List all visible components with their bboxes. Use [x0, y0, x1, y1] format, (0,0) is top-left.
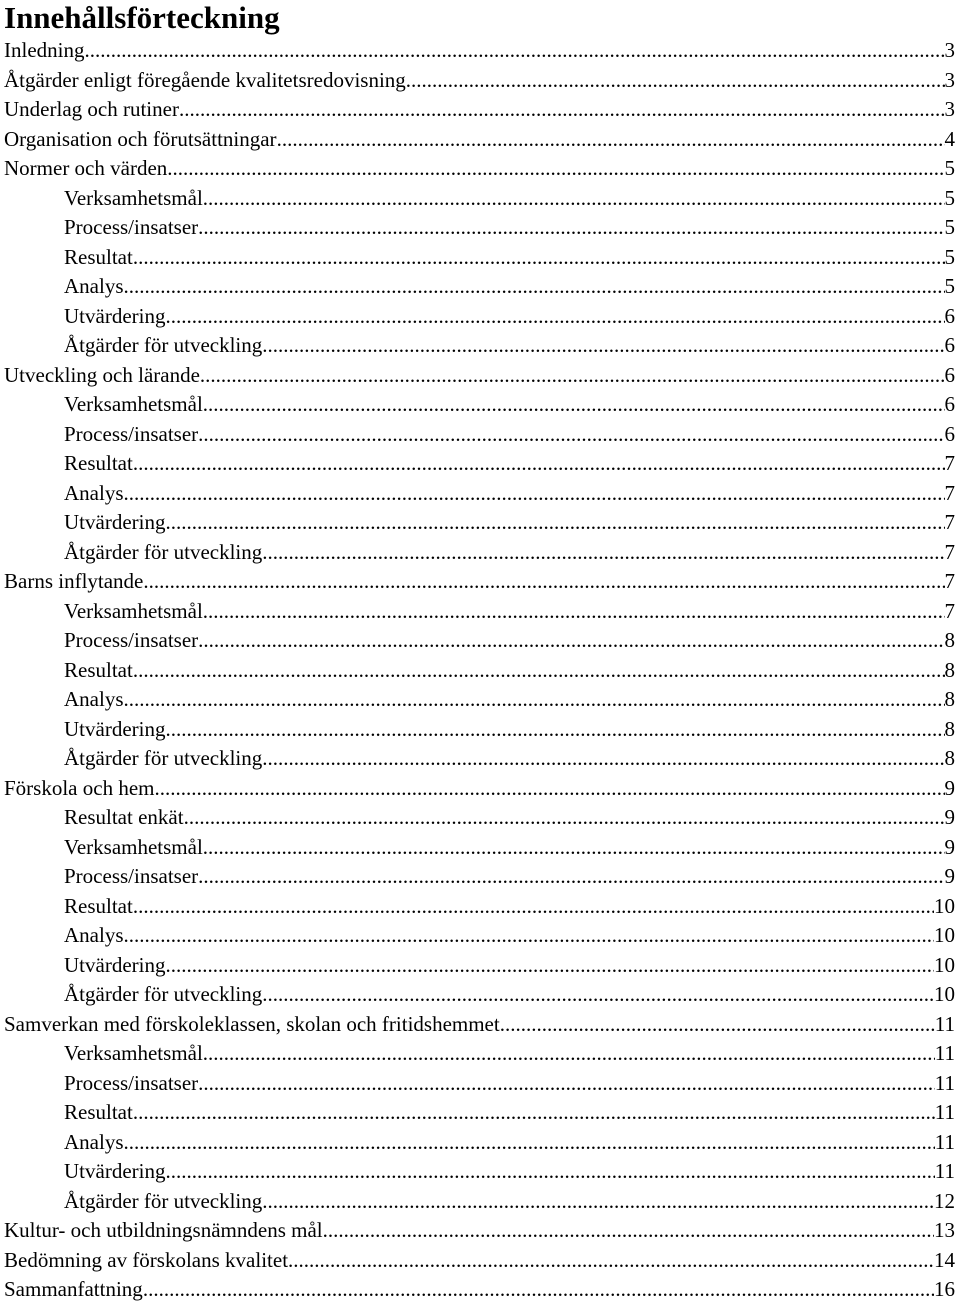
toc-entry-label: Åtgärder för utveckling	[64, 333, 263, 357]
toc-entry-page-number: 6	[944, 333, 955, 357]
toc-entry-page-number: 16	[934, 1277, 955, 1301]
toc-entry-label: Verksamhetsmål	[64, 834, 203, 859]
toc-dot-leader	[143, 1275, 934, 1305]
toc-entry-label: Åtgärder för utveckling	[64, 539, 263, 564]
toc-dot-leader	[203, 597, 945, 627]
toc-entry[interactable]	[4, 1039, 955, 1069]
toc-entry-label: Verksamhetsmål	[64, 185, 203, 210]
toc-entry-label: Resultat	[64, 893, 133, 918]
toc-entry-label: Analys	[64, 274, 124, 298]
toc-entry-label: Process/insatser	[64, 421, 199, 446]
toc-entry-page-number: 5	[944, 244, 955, 269]
toc-entry-page-number: 11	[934, 1129, 955, 1154]
toc-entry[interactable]	[4, 1275, 955, 1305]
toc-dot-leader	[203, 833, 945, 863]
toc-entry[interactable]	[4, 685, 955, 715]
toc-entry[interactable]	[4, 892, 955, 922]
toc-entry-label: Resultat enkät	[64, 805, 184, 829]
toc-entry[interactable]	[4, 951, 955, 981]
toc-entry-page-number: 11	[934, 1159, 955, 1183]
toc-entry-page-number: 9	[944, 834, 955, 859]
toc-entry-label: Underlag och rutiner	[4, 97, 179, 121]
toc-entry[interactable]	[4, 597, 955, 627]
toc-dot-leader	[406, 66, 945, 96]
toc-dot-leader	[262, 744, 944, 774]
toc-entry-label: Process/insatser	[64, 628, 199, 652]
toc-entry-page-number: 7	[944, 539, 955, 564]
toc-entry[interactable]	[4, 1128, 955, 1158]
toc-dot-leader	[165, 302, 944, 332]
toc-entry-label: Verksamhetsmål	[64, 598, 203, 623]
toc-dot-leader	[198, 862, 944, 892]
toc-entry[interactable]	[4, 390, 955, 420]
toc-entry-page-number: 9	[944, 864, 955, 888]
toc-entry-label: Organisation och förutsättningar	[4, 126, 277, 151]
toc-dot-leader	[165, 508, 944, 538]
toc-entry[interactable]	[4, 508, 955, 538]
toc-dot-leader	[262, 331, 944, 361]
toc-dot-leader	[198, 213, 944, 243]
toc-entry-page-number: 7	[944, 480, 955, 505]
toc-entry-label: Verksamhetsmål	[64, 392, 203, 416]
toc-entry-label: Process/insatser	[64, 864, 199, 888]
toc-dot-leader	[200, 361, 945, 391]
toc-entry[interactable]	[4, 980, 955, 1010]
toc-entry-page-number: 3	[944, 97, 955, 121]
toc-entry-page-number: 4	[944, 126, 955, 151]
toc-entry[interactable]	[4, 479, 955, 509]
toc-entry-label: Utvärdering	[64, 1159, 166, 1183]
toc-dot-leader	[133, 656, 945, 686]
toc-dot-leader	[84, 36, 944, 66]
toc-entry-page-number: 6	[944, 303, 955, 328]
toc-dot-leader	[133, 243, 945, 273]
toc-entry-page-number: 10	[934, 893, 955, 918]
toc-dot-leader	[165, 951, 934, 981]
toc-entry[interactable]	[4, 921, 955, 951]
toc-entry-label: Normer och värden	[4, 156, 168, 180]
toc-dot-leader	[262, 980, 934, 1010]
toc-entry-page-number: 13	[934, 1218, 955, 1242]
toc-entry[interactable]	[4, 213, 955, 243]
toc-entry[interactable]	[4, 36, 955, 66]
toc-entry[interactable]	[4, 1157, 955, 1187]
toc-dot-leader	[262, 1187, 934, 1217]
toc-entry-page-number: 10	[934, 923, 955, 947]
toc-dot-leader	[203, 1039, 935, 1069]
toc-entry-label: Åtgärder för utveckling	[64, 982, 263, 1006]
toc-entry-label: Samverkan med förskoleklassen, skolan och fritidshemmet	[4, 1011, 500, 1036]
toc-entry-label: Process/insatser	[64, 215, 199, 239]
toc-dot-leader	[203, 184, 945, 214]
toc-dot-leader	[179, 95, 945, 125]
toc-dot-leader	[124, 685, 945, 715]
toc-entry-page-number: 9	[944, 805, 955, 829]
toc-entry[interactable]	[4, 125, 955, 155]
toc-dot-leader	[133, 1098, 935, 1128]
toc-entry-page-number: 8	[944, 628, 955, 652]
toc-entry-label: Barns inflytande	[4, 569, 144, 593]
toc-entry-label: Analys	[64, 687, 124, 711]
toc-entry-page-number: 10	[934, 952, 955, 977]
toc-entry-page-number: 6	[944, 392, 955, 416]
table-of-contents	[4, 36, 955, 1305]
toc-entry[interactable]	[4, 1098, 955, 1128]
toc-entry-label: Utvärdering	[64, 716, 166, 741]
toc-entry-page-number: 8	[944, 657, 955, 682]
toc-dot-leader	[154, 774, 944, 804]
toc-entry-page-number: 3	[944, 38, 955, 62]
toc-entry-page-number: 5	[944, 274, 955, 298]
toc-entry-label: Sammanfattning	[4, 1277, 143, 1301]
toc-dot-leader	[277, 125, 945, 155]
toc-entry-label: Resultat	[64, 244, 133, 269]
toc-entry[interactable]	[4, 449, 955, 479]
toc-entry[interactable]	[4, 331, 955, 361]
toc-entry[interactable]	[4, 803, 955, 833]
toc-dot-leader	[323, 1216, 934, 1246]
toc-entry-label: Process/insatser	[64, 1070, 199, 1095]
toc-entry-page-number: 5	[944, 215, 955, 239]
toc-dot-leader	[288, 1246, 934, 1276]
toc-entry-page-number: 10	[934, 982, 955, 1006]
toc-entry-label: Kultur- och utbildningsnämndens mål	[4, 1218, 323, 1242]
toc-entry[interactable]	[4, 184, 955, 214]
toc-entry-page-number: 11	[934, 1100, 955, 1124]
toc-entry[interactable]	[4, 567, 955, 597]
toc-entry[interactable]	[4, 1010, 955, 1040]
toc-entry-label: Analys	[64, 480, 124, 505]
toc-entry-page-number: 7	[944, 598, 955, 623]
toc-dot-leader	[198, 626, 944, 656]
toc-entry-page-number: 14	[934, 1247, 955, 1272]
toc-entry-label: Förskola och hem	[4, 775, 155, 800]
toc-entry-label: Utvärdering	[64, 303, 166, 328]
toc-entry-page-number: 8	[944, 746, 955, 770]
toc-dot-leader	[133, 449, 945, 479]
toc-entry[interactable]	[4, 154, 955, 184]
toc-entry-label: Utveckling och lärande	[4, 362, 200, 387]
toc-dot-leader	[198, 420, 944, 450]
toc-entry[interactable]	[4, 1246, 955, 1276]
toc-entry[interactable]	[4, 361, 955, 391]
toc-entry[interactable]	[4, 774, 955, 804]
toc-dot-leader	[143, 567, 944, 597]
toc-entry-page-number: 11	[934, 1041, 955, 1065]
toc-entry-label: Utvärdering	[64, 952, 166, 977]
page-title: Innehållsförteckning	[4, 0, 280, 35]
toc-entry[interactable]	[4, 1069, 955, 1099]
toc-dot-leader	[500, 1010, 935, 1040]
toc-entry-label: Åtgärder enligt föregående kvalitetsredovisning	[4, 67, 406, 92]
toc-entry[interactable]	[4, 1216, 955, 1246]
toc-entry-page-number: 6	[944, 421, 955, 446]
toc-entry-page-number: 3	[944, 67, 955, 92]
toc-entry-page-number: 8	[944, 716, 955, 741]
toc-entry-page-number: 5	[944, 185, 955, 210]
toc-entry[interactable]	[4, 1187, 955, 1217]
toc-entry-page-number: 12	[934, 1188, 955, 1213]
toc-entry-label: Resultat	[64, 657, 133, 682]
toc-entry[interactable]	[4, 862, 955, 892]
toc-entry[interactable]	[4, 302, 955, 332]
toc-dot-leader	[167, 154, 944, 184]
toc-entry[interactable]	[4, 833, 955, 863]
toc-entry-label: Utvärdering	[64, 510, 166, 534]
toc-entry-label: Bedömning av förskolans kvalitet	[4, 1247, 289, 1272]
toc-dot-leader	[203, 390, 945, 420]
toc-entry[interactable]	[4, 95, 955, 125]
toc-entry[interactable]	[4, 272, 955, 302]
toc-entry[interactable]	[4, 243, 955, 273]
toc-entry-label: Resultat	[64, 1100, 133, 1124]
toc-entry-label: Inledning	[4, 38, 85, 62]
toc-dot-leader	[124, 921, 935, 951]
toc-entry-label: Analys	[64, 923, 124, 947]
toc-entry[interactable]	[4, 66, 955, 96]
toc-dot-leader	[165, 1157, 934, 1187]
toc-entry[interactable]	[4, 744, 955, 774]
toc-entry[interactable]	[4, 420, 955, 450]
toc-entry-label: Åtgärder för utveckling	[64, 1188, 263, 1213]
toc-entry-page-number: 7	[944, 569, 955, 593]
toc-entry-label: Resultat	[64, 451, 133, 475]
toc-entry-page-number: 8	[944, 687, 955, 711]
toc-entry-page-number: 9	[944, 775, 955, 800]
toc-entry[interactable]	[4, 626, 955, 656]
toc-entry-label: Verksamhetsmål	[64, 1041, 203, 1065]
toc-entry-label: Åtgärder för utveckling	[64, 746, 263, 770]
toc-dot-leader	[184, 803, 945, 833]
toc-dot-leader	[133, 892, 934, 922]
toc-entry-page-number: 5	[944, 156, 955, 180]
toc-entry-page-number: 11	[934, 1011, 955, 1036]
toc-dot-leader	[124, 1128, 935, 1158]
toc-entry-page-number: 7	[944, 451, 955, 475]
toc-entry-page-number: 11	[934, 1070, 955, 1095]
toc-entry-page-number: 6	[944, 362, 955, 387]
toc-dot-leader	[198, 1069, 935, 1099]
toc-dot-leader	[124, 272, 945, 302]
toc-dot-leader	[124, 479, 945, 509]
toc-dot-leader	[262, 538, 944, 568]
toc-entry[interactable]	[4, 656, 955, 686]
toc-entry-label: Analys	[64, 1129, 124, 1154]
toc-entry[interactable]	[4, 715, 955, 745]
toc-dot-leader	[165, 715, 944, 745]
toc-entry-page-number: 7	[944, 510, 955, 534]
toc-entry[interactable]	[4, 538, 955, 568]
